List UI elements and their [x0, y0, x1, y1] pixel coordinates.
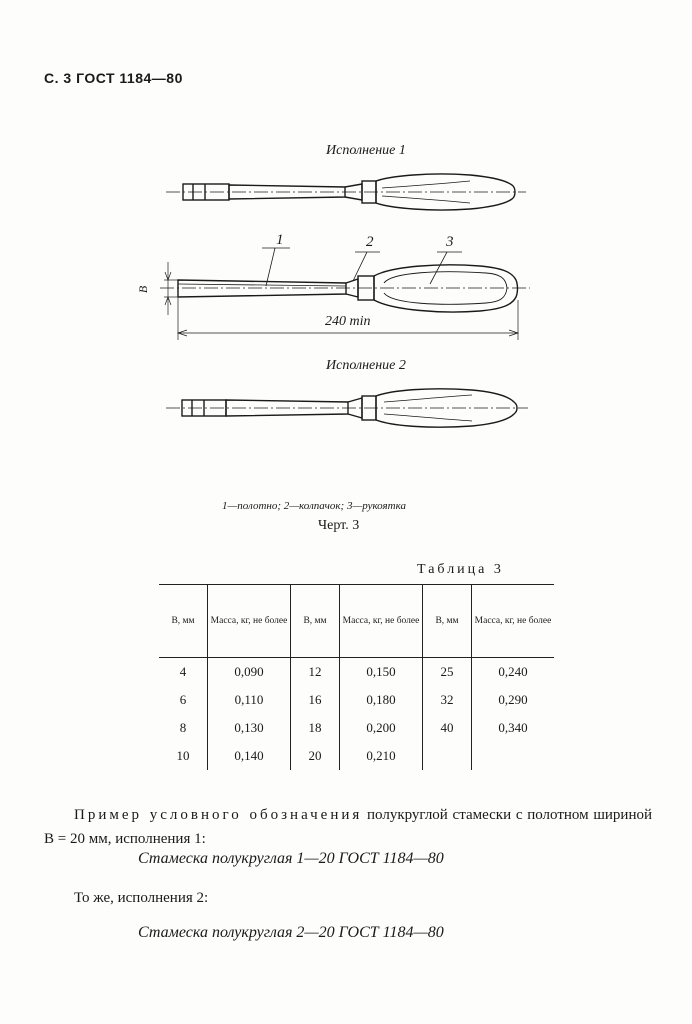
- col-b-header: В, мм: [291, 585, 340, 658]
- col-mass-header: Масса, кг, не более: [208, 585, 291, 658]
- variant2-label: Исполнение 2: [326, 358, 406, 373]
- table-row: [159, 742, 554, 770]
- chisel-variant1: [166, 174, 526, 210]
- table-cell: 6: [179, 692, 187, 707]
- table-cell: [472, 742, 555, 770]
- table-cell: [423, 742, 472, 770]
- dimension-width-label: В: [136, 285, 151, 294]
- example-paragraph: [44, 803, 652, 851]
- figure-caption: Черт. 3: [318, 518, 360, 533]
- table-row: [159, 714, 554, 742]
- table-cell: 0,210: [340, 742, 423, 770]
- table-header-row: [159, 585, 554, 658]
- chisel-variant2: [166, 389, 528, 427]
- example-text: полукруглой стамески с полотном шириной B = 20 мм, исполнения 1:: [44, 807, 652, 847]
- table-cell: 40: [423, 714, 472, 742]
- example-lead: Пример условного обозначения: [74, 807, 363, 823]
- table-cell: 16: [291, 686, 340, 714]
- col-b-header: В, мм: [423, 585, 472, 658]
- table-cell: 8: [179, 720, 187, 735]
- callout-3: 3: [446, 234, 454, 250]
- col-b-header: В, мм: [159, 585, 208, 658]
- figure-legend: 1—полотно; 2—колпачок; 3—рукоятка: [222, 500, 406, 512]
- table-cell: 32: [423, 686, 472, 714]
- table-cell: 0,340: [472, 714, 555, 742]
- table-cell: 0,200: [340, 714, 423, 742]
- table-cell: 0,290: [472, 686, 555, 714]
- table-cell: 0,240: [472, 658, 555, 687]
- mass-table: [159, 584, 554, 770]
- table-cell: 0,150: [340, 658, 423, 687]
- table-row: [159, 658, 554, 687]
- table-cell: 10: [176, 748, 190, 763]
- page-header: С. 3 ГОСТ 1184—80: [44, 70, 183, 86]
- table-cell: 0,130: [208, 714, 291, 742]
- variant1-label: Исполнение 1: [326, 143, 406, 158]
- table-cell: 0,090: [208, 658, 291, 687]
- callout-1: 1: [276, 232, 284, 248]
- table-cell: 0,180: [340, 686, 423, 714]
- table-row: [159, 686, 554, 714]
- col-mass-header: Масса, кг, не более: [472, 585, 555, 658]
- table-cell: 20: [291, 742, 340, 770]
- callout-2: 2: [366, 234, 374, 250]
- table-cell: 0,140: [208, 742, 291, 770]
- designation-2: Стамеска полукруглая 2—20 ГОСТ 1184—80: [138, 924, 444, 941]
- designation-1: Стамеска полукруглая 1—20 ГОСТ 1184—80: [138, 850, 444, 867]
- table-title: Таблица 3: [417, 562, 504, 577]
- table-cell: 12: [291, 658, 340, 687]
- col-mass-header: Масса, кг, не более: [340, 585, 423, 658]
- table-cell: 4: [179, 664, 187, 679]
- table-cell: 18: [291, 714, 340, 742]
- same-variant2-text: То же, исполнения 2:: [74, 890, 209, 906]
- table-cell: 0,110: [208, 686, 291, 714]
- table-cell: 25: [423, 658, 472, 687]
- dimension-length-label: 240 min: [325, 314, 371, 329]
